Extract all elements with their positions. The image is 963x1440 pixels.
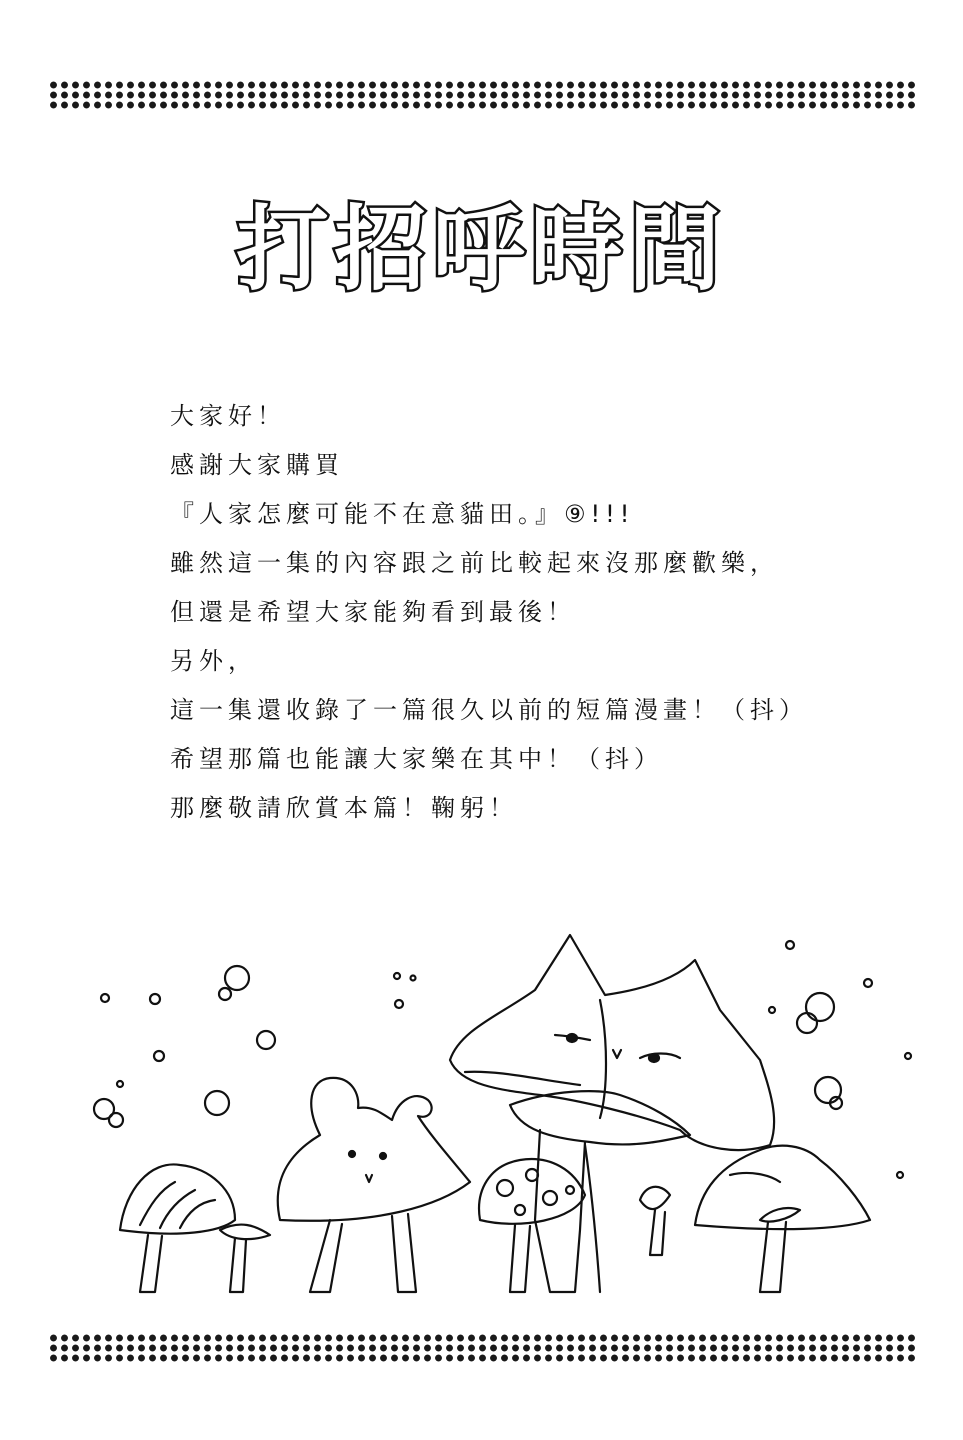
greeting-text [170,392,930,833]
top-dot-border [48,80,918,110]
mushroom-illustration [80,920,920,1320]
spotted-mushroom [479,1159,670,1292]
eared-mushroom [278,1078,470,1292]
text-line: 『人家怎麼可能不在意貓田。』⑨!!! [170,500,635,528]
text-line: 這一集還收錄了一篇很久以前的短篇漫畫！（抖） [170,696,808,724]
text-line: 雖然這一集的內容跟之前比較起來沒那麼歡樂， [170,549,779,577]
text-line: 那麼敬請欣賞本篇！鞠躬！ [170,794,518,822]
text-line: 但還是希望大家能夠看到最後！ [170,598,576,626]
cat-mushroom [450,935,774,1292]
page-title: 打招呼時間 [236,196,727,303]
right-mushroom [695,1146,870,1292]
text-line: 大家好！ [170,402,286,430]
bubbles [94,941,911,1178]
text-line: 另外， [170,647,257,675]
text-line: 感謝大家購買 [170,451,344,479]
text-line: 希望那篇也能讓大家樂在其中！（抖） [170,745,663,773]
small-mushroom-left [120,1164,270,1292]
bottom-dot-border [48,1333,918,1363]
